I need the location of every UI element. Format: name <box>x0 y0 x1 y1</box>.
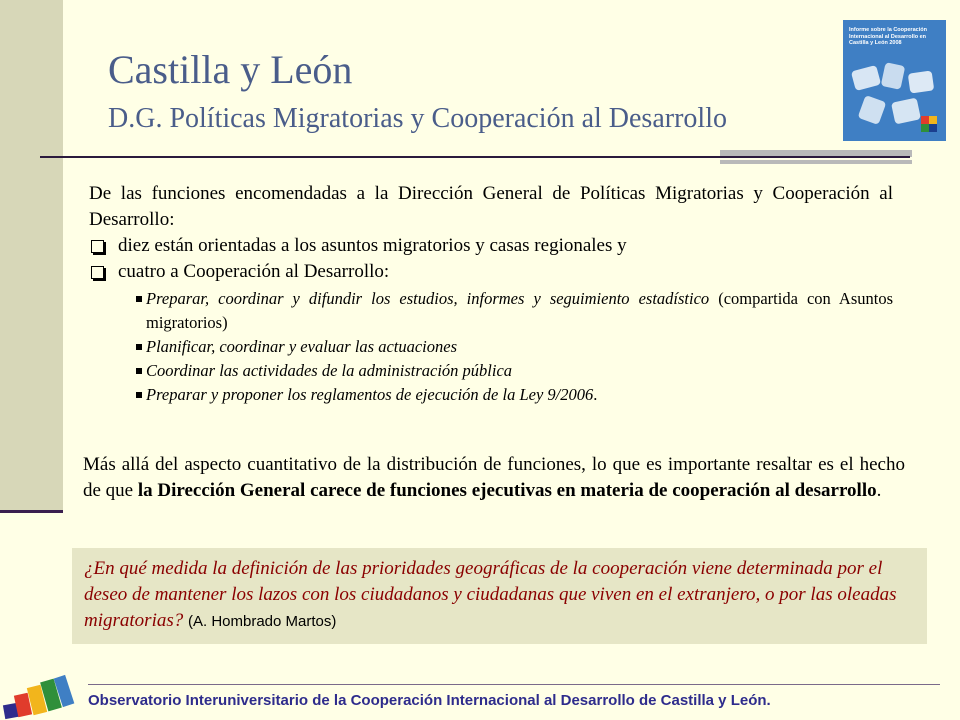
list-item-text: diez están orientadas a los asuntos migratorios y casas regionales y <box>118 235 627 256</box>
header-rule-accent-lower <box>720 160 912 164</box>
list-item <box>136 383 893 407</box>
conclusion-end: . <box>876 480 882 501</box>
observatory-logo-icon <box>0 670 80 720</box>
conclusion-paragraph <box>83 452 905 504</box>
list-item-text: Preparar, coordinar y difundir los estudios, informes y seguimiento estadístico <box>146 289 710 308</box>
checkbox-bullet-icon <box>91 266 104 279</box>
footer-rule <box>88 684 940 685</box>
left-decorative-bar <box>0 0 63 510</box>
quote <box>84 556 904 635</box>
list-item-text: Preparar y proponer los reglamentos de ejecución de la Ley 9/2006 <box>146 385 594 404</box>
square-bullet-icon <box>136 296 142 302</box>
checkbox-bullet-icon <box>91 240 104 253</box>
report-cover-text: Informe sobre la Cooperación Internacional al Desarrollo en Castilla y León 2008 <box>849 27 927 46</box>
header-rule <box>40 156 910 158</box>
page-subtitle: D.G. Políticas Migratorias y Cooperación al Desarrollo <box>108 103 727 134</box>
left-bar-accent <box>0 510 63 513</box>
square-bullet-icon <box>136 368 142 374</box>
report-cover-image <box>843 20 946 141</box>
list-item-text: Coordinar las actividades de la administración pública <box>146 361 513 380</box>
footer-text: Observatorio Interuniversitario de la Cooperación Internacional al Desarrollo de Castilla y León. <box>88 692 771 709</box>
list-item <box>136 287 893 335</box>
quote-box <box>72 548 927 644</box>
list-item <box>136 335 893 359</box>
page-title: Castilla y León <box>108 47 353 92</box>
quote-text: ¿En qué medida la definición de las prioridades geográficas de la cooperación viene determinada por el deseo de mantener los lazos con los ciudadanos y ciudadanas que viven en el extranjero, o por las oleadas migratorias? <box>84 558 897 631</box>
functions-section <box>89 181 893 407</box>
cover-shapes-icon <box>843 20 946 141</box>
list-item-text: cuatro a Cooperación al Desarrollo: <box>118 261 390 282</box>
list-item <box>89 259 893 285</box>
list-item <box>89 233 893 259</box>
conclusion-emphasis: la Dirección General carece de funciones ejecutivas en materia de cooperación al desarrollo <box>137 480 877 501</box>
functions-intro: De las funciones encomendadas a la Dirección General de Políticas Migratorias y Cooperación al Desarrollo: <box>89 183 893 230</box>
square-bullet-icon <box>136 392 142 398</box>
square-bullet-icon <box>136 344 142 350</box>
quote-author: (A. Hombrado Martos) <box>188 613 337 630</box>
cooperation-functions-list <box>136 287 893 407</box>
conclusion-lead: Más allá del aspecto cuantitativo de la distribución de funciones, lo que es importante resaltar es el hecho de que <box>83 454 905 501</box>
list-item-note: (compartida con Asuntos migratorios) <box>146 289 893 332</box>
list-item-note: . <box>593 385 598 404</box>
list-item <box>136 359 893 383</box>
list-item-text: Planificar, coordinar y evaluar las actuaciones <box>146 337 458 356</box>
